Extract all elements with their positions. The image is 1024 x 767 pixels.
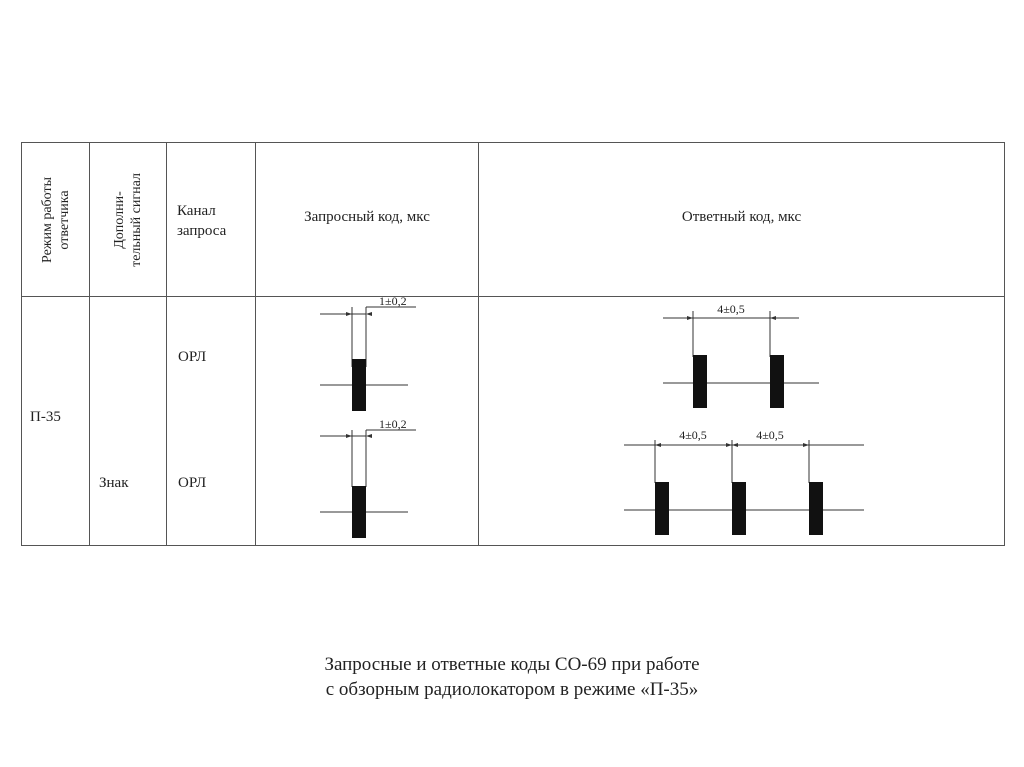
- reply-diagrams: [479, 297, 1005, 546]
- interrogation-diagrams-cell: [256, 297, 479, 546]
- mode-value: П-35: [30, 409, 61, 425]
- header-mode: Режим работы ответчика: [39, 176, 72, 263]
- header-extra-signal: Дополни- тельный сигнал: [112, 172, 144, 267]
- reply-pulse-1b: [770, 355, 784, 408]
- codes-table: [21, 142, 1005, 546]
- header-interrogation-code: Запросный код, мкс: [304, 209, 430, 225]
- header-reply-cell: [479, 143, 1005, 297]
- header-extra-signal-cell: [90, 143, 167, 297]
- mode-value-cell: [22, 297, 90, 546]
- caption-line-2: с обзорным радиолокатором в режиме «П-35»: [325, 679, 699, 700]
- header-row: [22, 143, 1005, 297]
- interrogation-diagrams: [256, 297, 479, 546]
- extra-signal-value: Знак: [99, 475, 129, 491]
- reply-label-2a: 4±0,5: [679, 428, 707, 442]
- interrogation-label-2: 1±0,2: [379, 417, 407, 431]
- header-mode-cell: [22, 143, 90, 297]
- reply-label-1: 4±0,5: [717, 302, 745, 316]
- reply-pulse-1a: [693, 355, 707, 408]
- reply-pulse-2a: [655, 482, 669, 535]
- header-channel: Канал запроса: [177, 203, 227, 239]
- header-channel-cell: [167, 143, 256, 297]
- header-reply-code: Ответный код, мкс: [681, 209, 802, 225]
- header-interrogation-cell: [256, 143, 479, 297]
- reply-label-2b: 4±0,5: [756, 428, 784, 442]
- channel-values-cell: [167, 297, 256, 546]
- figure-caption: [0, 652, 1024, 702]
- reply-diagrams-cell: [479, 297, 1005, 546]
- reply-pulse-2b: [732, 482, 746, 535]
- interrogation-pulse-1: [352, 359, 366, 411]
- channel-value-2: ОРЛ: [178, 475, 207, 491]
- reply-pulse-2c: [809, 482, 823, 535]
- body-row: [22, 297, 1005, 546]
- channel-value-1: ОРЛ: [178, 349, 207, 365]
- interrogation-pulse-2: [352, 486, 366, 538]
- extra-signal-value-cell: [90, 297, 167, 546]
- caption-line-1: Запросные и ответные коды СО-69 при работе: [324, 654, 700, 675]
- interrogation-label-1: 1±0,2: [379, 297, 407, 308]
